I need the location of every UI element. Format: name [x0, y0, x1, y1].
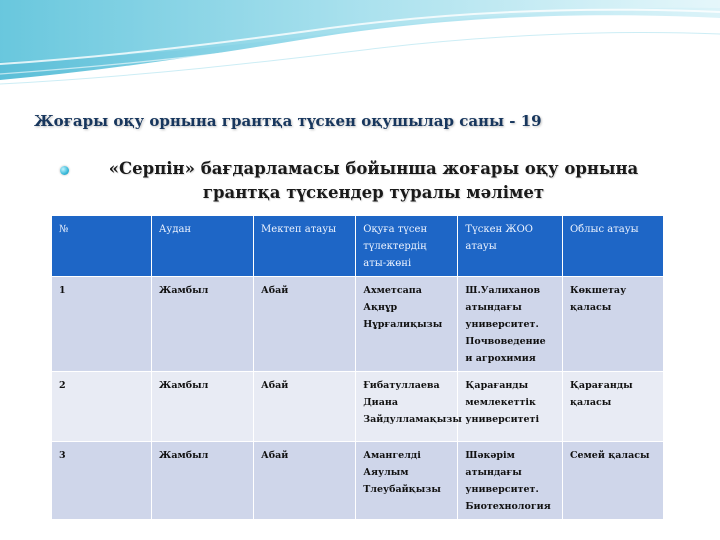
cell-university: Ш.Уалиханов атындағы университет. Почвоведение и агрохимия	[458, 277, 563, 372]
cell-number: 2	[52, 372, 152, 442]
cell-graduate-name: Ғибатуллаева Диана Зайдулламақызы	[356, 372, 458, 442]
cell-region: Көкшетау қаласы	[562, 277, 663, 372]
header-number: №	[52, 216, 152, 277]
cell-school: Абай	[254, 372, 356, 442]
cell-district: Жамбыл	[151, 442, 253, 520]
slide-subtitle: «Серпін» бағдарламасы бойынша жоғары оқу орнына грантқа түскендер туралы мәлімет	[108, 159, 639, 202]
subtitle-block	[60, 157, 680, 205]
header-region: Облыс атауы	[562, 216, 663, 277]
cell-school: Абай	[254, 442, 356, 520]
cell-graduate-name: Ахметсапа Ақнұр Нұрғалиқызы	[356, 277, 458, 372]
header-district: Аудан	[151, 216, 253, 277]
cell-region: Қарағанды қаласы	[562, 372, 663, 442]
header-graduate-name: Оқуға түсен түлектердің аты-жөні	[356, 216, 458, 277]
cell-region: Семей қаласы	[562, 442, 663, 520]
table-row	[52, 372, 664, 442]
slide-heading: Жоғары оқу орнына грантқа түскен оқушылар саны - 19	[34, 112, 542, 130]
table-row	[52, 277, 664, 372]
cell-university: Қарағанды мемлекеттік университеті	[458, 372, 563, 442]
cell-number: 3	[52, 442, 152, 520]
cell-number: 1	[52, 277, 152, 372]
cell-graduate-name: Амангелді Аяулым Тлеубайқызы	[356, 442, 458, 520]
cell-district: Жамбыл	[151, 277, 253, 372]
cell-district: Жамбыл	[151, 372, 253, 442]
table-row	[52, 442, 664, 520]
bullet-dot-icon	[60, 166, 69, 175]
grant-students-table	[51, 215, 664, 520]
decorative-wave-banner	[0, 0, 720, 90]
header-school: Мектеп атауы	[254, 216, 356, 277]
cell-university: Шәкәрім атындағы университет. Биотехнология	[458, 442, 563, 520]
cell-school: Абай	[254, 277, 356, 372]
header-university: Түскен ЖОО атауы	[458, 216, 563, 277]
table-header-row	[52, 216, 664, 277]
